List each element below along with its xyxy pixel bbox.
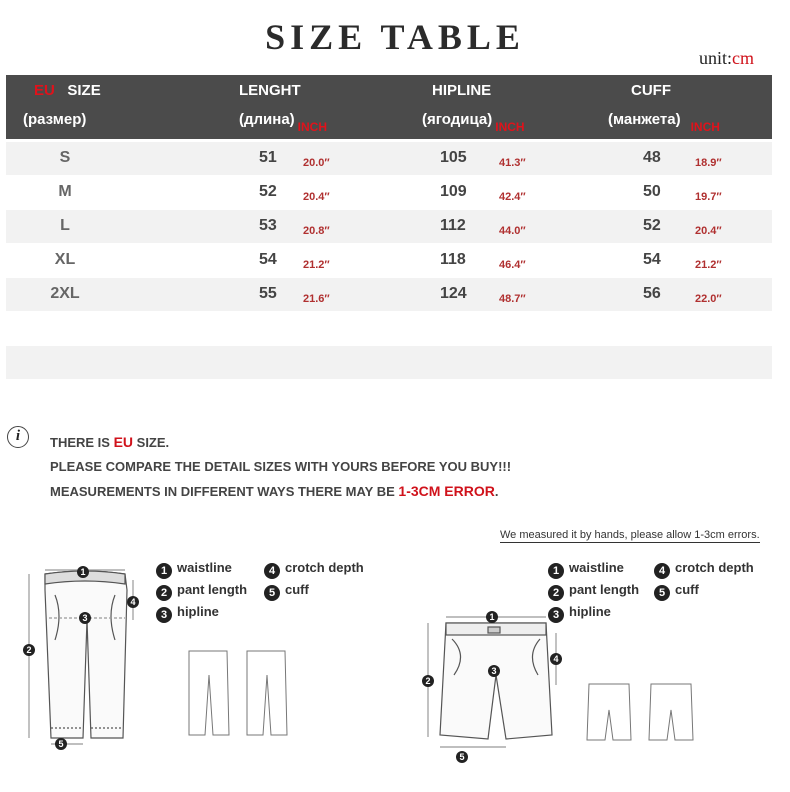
header-length: LENGHT — [239, 82, 301, 99]
header-length-ru: (длина) $_{INCH}$ — [239, 111, 328, 134]
cell-cuff-inch: 19.7″ — [695, 191, 722, 203]
cell-cuff: 50 — [643, 183, 661, 200]
legend-hipline: 3 hipline — [548, 604, 611, 623]
table-row — [6, 210, 772, 243]
svg-text:3: 3 — [82, 613, 88, 623]
table-row — [6, 176, 772, 209]
cell-cuff-inch: 20.4″ — [695, 225, 722, 237]
table-row — [6, 278, 772, 311]
svg-text:4: 4 — [130, 597, 136, 607]
cell-cuff: 54 — [643, 251, 661, 268]
cell-size: S — [59, 149, 71, 166]
header-size: EU SIZE — [34, 82, 101, 99]
cell-hip: 105 — [440, 149, 467, 166]
header-hipline-ru: (ягодица) $_{INCH}$ — [422, 111, 525, 134]
cell-length: 51 — [259, 149, 277, 166]
size-table-header — [6, 75, 772, 139]
svg-text:1: 1 — [80, 567, 86, 577]
legend-pant-length: 2 pant length — [548, 582, 639, 601]
svg-text:5: 5 — [459, 752, 465, 762]
header-hipline: HIPLINE — [432, 82, 492, 99]
note-line-2: PLEASE COMPARE THE DETAIL SIZES WITH YOURS BEFORE YOU BUY!!! — [50, 459, 512, 474]
cell-size: L — [60, 217, 70, 234]
legend-cuff: 5 cuff — [654, 582, 699, 601]
svg-text:1: 1 — [489, 612, 495, 622]
cell-hip-inch: 42.4″ — [499, 191, 526, 203]
header-cuff-ru: (манжета) $_{INCH}$ — [608, 111, 720, 134]
legend-waistline: 1 waistline — [156, 560, 232, 579]
pants-small-icon — [185, 645, 305, 740]
cell-size: XL — [54, 251, 76, 268]
cell-cuff: 52 — [643, 217, 661, 234]
cell-length: 54 — [259, 251, 277, 268]
cell-hip: 118 — [440, 251, 466, 268]
header-size-ru: (размер) — [23, 111, 87, 128]
cell-cuff: 56 — [643, 285, 661, 302]
cell-cuff: 48 — [643, 149, 661, 166]
cell-cuff-inch: 18.9″ — [695, 157, 722, 169]
measured-note: We measured it by hands, please allow 1-3cm errors. — [500, 529, 760, 541]
shorts-small-icon — [585, 680, 695, 745]
empty-table-row — [6, 346, 772, 379]
legend-cuff: 5 cuff — [264, 582, 309, 601]
cell-hip: 124 — [440, 285, 467, 302]
legend-pant-length: 2 pant length — [156, 582, 247, 601]
info-icon: i — [7, 426, 29, 448]
svg-text:5: 5 — [58, 739, 64, 749]
cell-length: 55 — [259, 285, 277, 302]
svg-text:4: 4 — [553, 654, 559, 664]
svg-text:3: 3 — [491, 666, 497, 676]
cell-length-inch: 20.8″ — [303, 225, 330, 237]
cell-cuff-inch: 21.2″ — [695, 259, 722, 271]
legend-crotch-depth: 4 crotch depth — [264, 560, 364, 579]
note-line-3: MEASUREMENTS IN DIFFERENT WAYS THERE MAY BE 1-3CM ERROR. — [50, 483, 499, 499]
table-row — [6, 142, 772, 175]
cell-hip-inch: 48.7″ — [499, 293, 526, 305]
legend-waistline: 1 waistline — [548, 560, 624, 579]
cell-hip-inch: 41.3″ — [499, 157, 526, 169]
shorts-diagram-icon — [418, 605, 568, 765]
cell-length-inch: 20.0″ — [303, 157, 330, 169]
size-notes — [50, 430, 511, 504]
cell-size: 2XL — [50, 285, 80, 302]
page-title: SIZE TABLE — [265, 17, 525, 57]
legend-hipline: 3 hipline — [156, 604, 219, 623]
cell-length-inch: 21.2″ — [303, 259, 330, 271]
cell-length: 52 — [259, 183, 277, 200]
legend-crotch-depth: 4 crotch depth — [654, 560, 754, 579]
cell-length: 53 — [259, 217, 277, 234]
svg-text:2: 2 — [425, 676, 431, 686]
unit-label: unit:cm — [698, 48, 754, 68]
note-line-1: THERE IS EU SIZE. — [50, 434, 170, 450]
cell-size: M — [58, 183, 72, 200]
cell-length-inch: 21.6″ — [303, 293, 330, 305]
cell-cuff-inch: 22.0″ — [695, 293, 722, 305]
cell-hip: 109 — [440, 183, 467, 200]
table-row — [6, 244, 772, 277]
pants-diagram-icon — [15, 560, 145, 750]
cell-hip: 112 — [440, 217, 466, 234]
cell-length-inch: 20.4″ — [303, 191, 330, 203]
header-cuff: CUFF — [631, 82, 671, 99]
svg-text:2: 2 — [26, 645, 32, 655]
cell-hip-inch: 46.4″ — [499, 259, 526, 271]
cell-hip-inch: 44.0″ — [499, 225, 526, 237]
